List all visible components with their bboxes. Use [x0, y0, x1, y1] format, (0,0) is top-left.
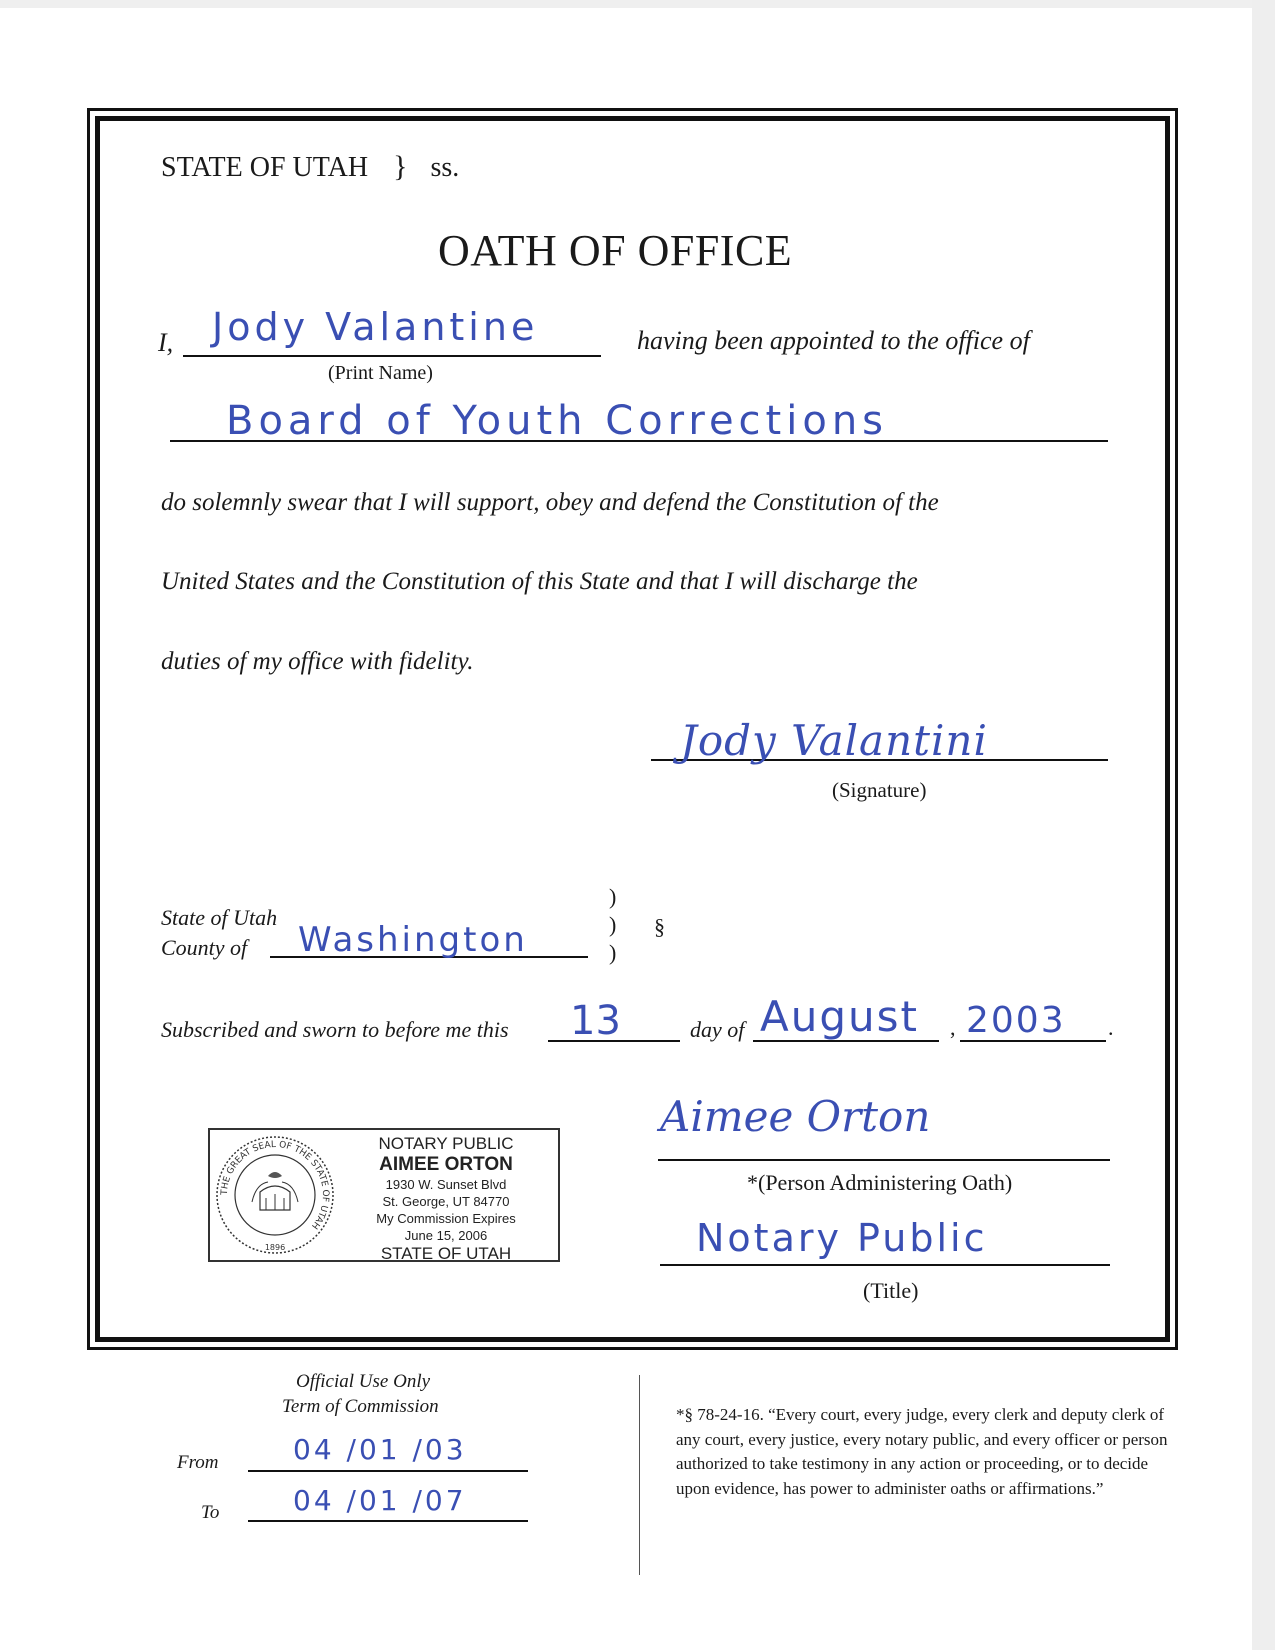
office-value: Board of Youth Corrections [226, 398, 889, 444]
venue-county-label: County of [161, 935, 248, 960]
to-value: 04 /01 /07 [293, 1484, 467, 1517]
statute-text: *§ 78-24-16. “Every court, every judge, every clerk and deputy clerk of any court, every justice, every notary public, and every officer or person authorized to take testimony in any action or proceeding, or to decide upon evidence, has power to administer oaths or affirmations.” [676, 1405, 1168, 1498]
day-value: 13 [570, 998, 621, 1044]
oath-line-3: duties of my office with fidelity. [161, 648, 474, 675]
venue-paren-3: ) [609, 940, 617, 965]
administrator-signature: Aimee Orton [660, 1092, 931, 1141]
section-symbol: § [654, 914, 665, 939]
official-use-heading: Official Use Only [296, 1371, 431, 1392]
appointed-text: having been appointed to the office of [637, 326, 1030, 355]
term-heading: Term of Commission [282, 1396, 439, 1417]
venue-paren-1: ) [609, 884, 617, 909]
scan-right-edge [1252, 0, 1275, 1650]
stamp-notary-public: NOTARY PUBLIC [378, 1134, 514, 1153]
title-value: Notary Public [696, 1216, 988, 1260]
stamp-address-1: 1930 W. Sunset Blvd [385, 1177, 507, 1192]
sworn-text: Subscribed and sworn to before me this [161, 1017, 509, 1042]
stamp-state: STATE OF UTAH [380, 1244, 512, 1263]
venue-paren-2: ) [609, 912, 617, 937]
administrator-caption: *(Person Administering Oath) [747, 1170, 1013, 1195]
notary-stamp [208, 1128, 560, 1262]
signature-caption: (Signature) [832, 778, 927, 802]
to-label: To [201, 1502, 220, 1523]
print-name-value: Jody Valantine [212, 305, 539, 349]
stamp-text [340, 1134, 552, 1264]
county-value: Washington [298, 920, 528, 960]
column-divider [639, 1375, 640, 1575]
great-seal-icon [212, 1132, 338, 1258]
brace: } [393, 150, 408, 183]
signature-value: Jody Valantini [680, 716, 988, 765]
venue-state: State of Utah [161, 905, 278, 930]
stamp-address-2: St. George, UT 84770 [382, 1194, 510, 1209]
stamp-commission-2: June 15, 2006 [404, 1228, 488, 1243]
administrator-underline [658, 1159, 1110, 1161]
stamp-notary-name: AIMEE ORTON [379, 1154, 513, 1175]
title-underline [660, 1264, 1110, 1266]
month-comma: , [950, 1015, 956, 1040]
i-prefix: I, [158, 328, 174, 357]
state-name: STATE OF UTAH [161, 152, 369, 183]
to-underline [248, 1520, 528, 1522]
seal-ring-text: THE GREAT SEAL OF THE STATE OF UTAH [219, 1139, 331, 1231]
from-underline [248, 1470, 528, 1472]
name-underline [183, 355, 601, 357]
month-value: August [760, 992, 919, 1041]
oath-line-2: United States and the Constitution of this State and that I will discharge the [161, 568, 918, 595]
print-name-caption: (Print Name) [328, 362, 433, 384]
scan-top-edge [0, 0, 1275, 8]
oath-line-1: do solemnly swear that I will support, obey and defend the Constitution of the [161, 489, 939, 516]
ss-label: ss. [430, 152, 460, 183]
title-caption: (Title) [863, 1278, 919, 1303]
page-title: OATH OF OFFICE [438, 226, 793, 275]
year-value: 2003 [966, 1000, 1066, 1041]
from-label: From [177, 1452, 219, 1473]
from-value: 04 /01 /03 [293, 1433, 467, 1466]
day-of-text: day of [690, 1017, 745, 1042]
stamp-commission-1: My Commission Expires [376, 1211, 516, 1226]
state-heading [161, 150, 459, 184]
sworn-period: . [1108, 1015, 1114, 1040]
seal-year: 1896 [264, 1243, 286, 1252]
